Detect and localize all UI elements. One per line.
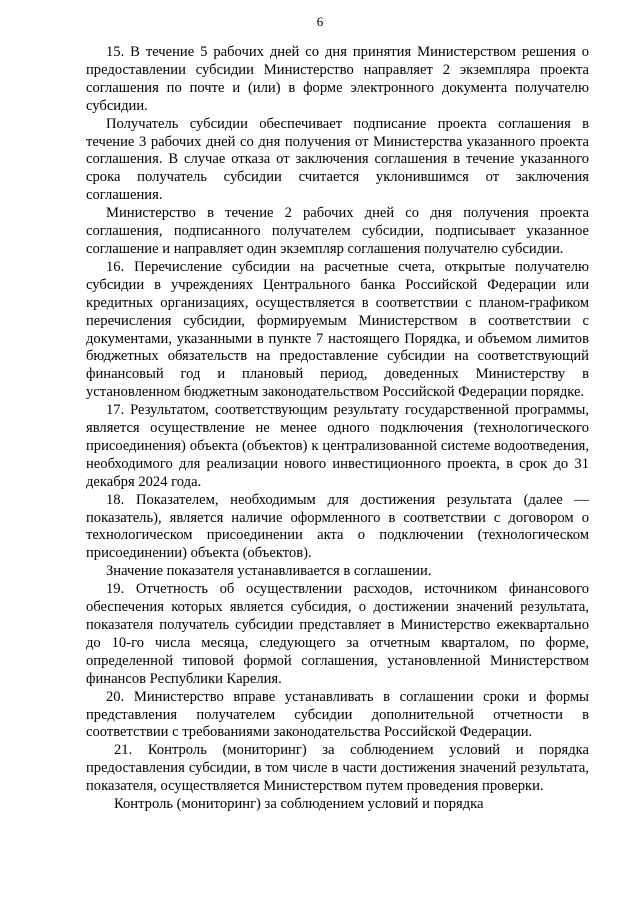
paragraph-18-indicator-value: Значение показателя устанавливается в соглашении. bbox=[106, 563, 432, 580]
paragraph-19: 19. Отчетность об осуществлении расходов, источником финансового обеспечения которых является субсидия, о достижении значений результата, показателя получатель субсидии представляет в Министерство ежеквартально до 10-го числа месяца, следующего за отчетным кварталом, по форме, определенной типовой формой соглашения, установленной Министерством финансов Республики Карелия. bbox=[86, 581, 589, 687]
paragraph-15-signing: Получатель субсидии обеспечивает подписание проекта соглашения в течение 3 рабочих дней со дня получения от Министерства указанного проекта соглашения. В случае отказа от заключения соглашения в течение указанного срока получатель субсидии считается уклонившимся от заключения соглашения. bbox=[86, 115, 589, 204]
paragraph-16: 16. Перечисление субсидии на расчетные счета, открытые получателю субсидии в учреждениях Центрального банка Российской Федерации или кредитных организациях, осуществляется в соответствии с планом-графиком перечисления субсидии, формируемым Министерством в соответствии с документами, указанными в пункте 7 настоящего Порядка, и объемом лимитов бюджетных обязательств на предоставление субсидии на соответствующий финансовый год и плановый период, доведенных Министерству в установленном бюджетным законодательством Российской Федерации порядке. bbox=[86, 258, 589, 401]
paragraph-18: 18. Показателем, необходимым для достижения результата (далее — показатель), является наличие оформленного в соответствии с договором о технологическом присоединении акта о подключении (технологическом присоединении) объекта (объектов). bbox=[86, 491, 589, 562]
paragraph-21-continued: Контроль (мониторинг) за соблюдением условий и порядка bbox=[114, 796, 484, 813]
paragraph-15: 15. В течение 5 рабочих дней со дня принятия Министерством решения о предоставлении субсидии Министерство направляет 2 экземпляра проекта соглашения по почте и (или) в форме электронного документа получателю субсидии. bbox=[86, 44, 589, 114]
paragraph-17: 17. Результатом, соответствующим результату государственной программы, является осуществление не менее одного подключения (технологического присоединения) объекта (объектов) к централизованной системе водоотведения, необходимого для реализации нового инвестиционного проекта, в срок до 31 декабря 2024 года. bbox=[86, 402, 589, 490]
paragraph-20: 20. Министерство вправе устанавливать в соглашении сроки и формы представления получателем субсидии дополнительной отчетности в соответствии с требованиями законодательства Российской Федерации. bbox=[86, 688, 589, 741]
page-number: 6 bbox=[316, 14, 324, 29]
paragraph-15-ministry-signing: Министерство в течение 2 рабочих дней со дня получения проекта соглашения, подписанного получателем субсидии, подписывает указанное соглашение и направляет один экземпляр соглашения получателю субсидии. bbox=[86, 205, 589, 257]
document-body bbox=[86, 44, 589, 814]
paragraph-21: 21. Контроль (мониторинг) за соблюдением условий и порядка предоставления субсидии, в том числе в части достижения значений результата, показателя, осуществляется Министерством путем проведения проверки. bbox=[86, 742, 589, 795]
